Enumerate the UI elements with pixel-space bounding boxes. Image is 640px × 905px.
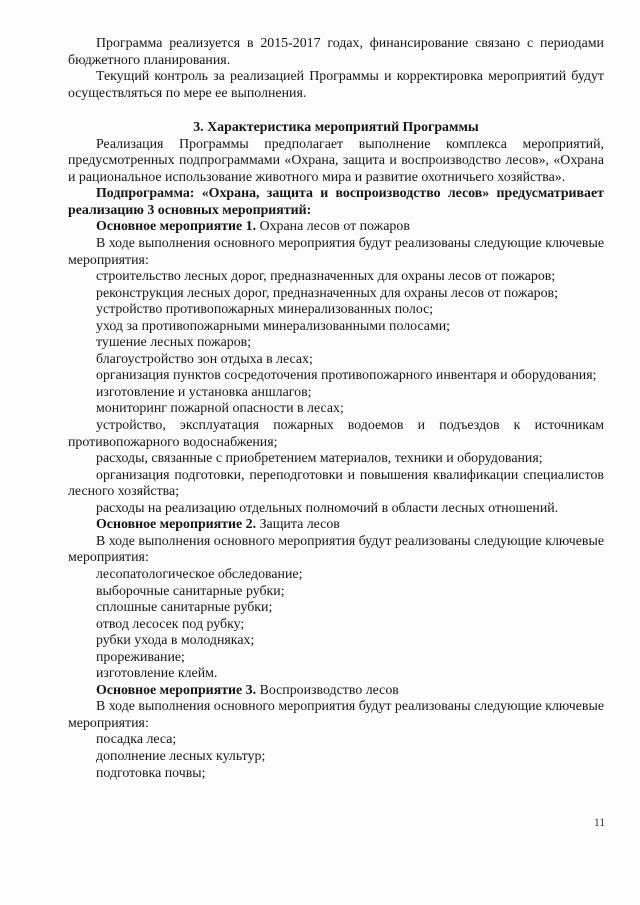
measure-1-item: устройство, эксплуатация пожарных водоемов и подъездов к источникам противопожарного водоснабжения; bbox=[68, 418, 604, 450]
measure-3-intro: В ходе выполнения основного мероприятия будут реализованы следующие ключевые мероприятия: bbox=[68, 699, 604, 731]
measure-1-name: Охрана лесов от пожаров bbox=[259, 219, 410, 235]
measure-3-name: Воспроизводство лесов bbox=[259, 682, 399, 698]
measure-2-item: сплошные санитарные рубки; bbox=[96, 600, 273, 616]
measure-1-item: устройство противопожарных минерализованных полос; bbox=[96, 302, 434, 318]
measure-1-item: тушение лесных пожаров; bbox=[96, 335, 252, 351]
measure-2-item: лесопатологическое обследование; bbox=[96, 566, 303, 582]
measure-1-item: организация подготовки, переподготовки и повышения квалификации специалистов лесного хозяйства; bbox=[68, 467, 604, 500]
measure-3-title bbox=[68, 683, 604, 700]
measure-2-intro: В ходе выполнения основного мероприятия будут реализованы следующие ключевые мероприятия: bbox=[68, 533, 604, 566]
measure-1-item: реконструкция лесных дорог, предназначенных для охраны лесов от пожаров; bbox=[96, 285, 558, 301]
measure-1-item: расходы на реализацию отдельных полномочий в области лесных отношений. bbox=[96, 500, 559, 516]
measure-1-title bbox=[68, 219, 604, 236]
measure-2-item: отвод лесосек под рубку; bbox=[96, 616, 245, 632]
intro-paragraph-1: Программа реализуется в 2015-2017 годах, финансирование связано с периодами бюджетного планирования. bbox=[68, 36, 604, 68]
measure-2-title bbox=[68, 517, 604, 534]
measure-1-item: расходы, связанные с приобретением материалов, техники и оборудования; bbox=[96, 451, 543, 467]
intro-paragraph-2: Текущий контроль за реализацией Программы и корректировка мероприятий будут осуществляться по мере ее выполнения. bbox=[68, 69, 604, 101]
measure-3-item: подготовка почвы; bbox=[96, 765, 206, 781]
section-heading: 3. Характеристика мероприятий Программы bbox=[193, 120, 479, 136]
measure-2-item: рубки ухода в молодняках; bbox=[96, 633, 255, 649]
section-intro-paragraph: Реализация Программы предполагает выполнение комплекса мероприятий, предусмотренных подпрограммами «Охрана, защита и воспроизводство лесов», «Охрана и рациональное использование животного мира и развитие охотничьего хозяйства». bbox=[68, 136, 604, 185]
measure-1-item: организация пунктов сосредоточения противопожарного инвентаря и оборудования; bbox=[96, 368, 597, 384]
page-content bbox=[68, 36, 604, 782]
measure-2-name: Защита лесов bbox=[259, 517, 340, 533]
measure-1-item: строительство лесных дорог, предназначенных для охраны лесов от пожаров; bbox=[96, 269, 556, 285]
measure-1-item: уход за противопожарными минерализованными полосами; bbox=[96, 318, 451, 334]
measure-2-item: выборочные санитарные рубки; bbox=[96, 583, 285, 599]
measure-1-item: мониторинг пожарной опасности в лесах; bbox=[96, 401, 344, 417]
measure-1-label: Основное мероприятие 1. bbox=[96, 219, 257, 235]
measure-2-label: Основное мероприятие 2. bbox=[96, 517, 257, 533]
subprogram-paragraph: Подпрограмма: «Охрана, защита и воспроизводство лесов» предусматривает реализацию 3 основных мероприятий: bbox=[68, 186, 604, 218]
measure-2-item: изготовление клейм. bbox=[96, 666, 218, 682]
measure-3-item: дополнение лесных культур; bbox=[96, 748, 266, 764]
measure-1-item: благоустройство зон отдыха в лесах; bbox=[96, 351, 313, 367]
measure-3-item: посадка леса; bbox=[96, 732, 177, 748]
measure-2-item: прореживание; bbox=[96, 649, 185, 665]
measure-3-label: Основное мероприятие 3. bbox=[96, 682, 257, 698]
measure-1-intro: В ходе выполнения основного мероприятия будут реализованы следующие ключевые мероприятия: bbox=[68, 236, 604, 268]
measure-1-item: изготовление и установка аншлагов; bbox=[96, 384, 312, 400]
page-number: 11 bbox=[594, 817, 606, 829]
